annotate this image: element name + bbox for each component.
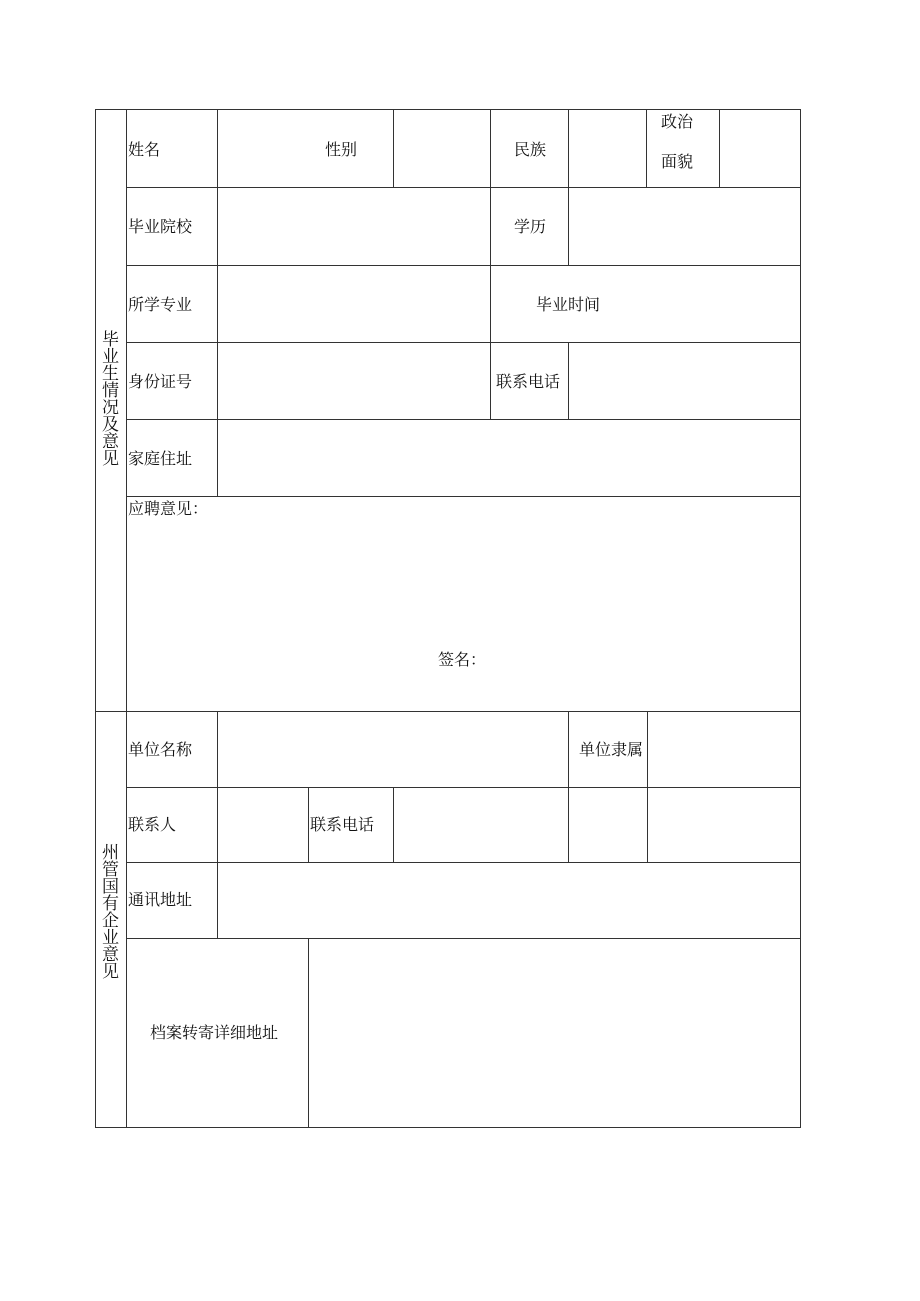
address-field[interactable] bbox=[218, 420, 800, 496]
contact-phone-label: 联系电话 bbox=[310, 815, 375, 834]
education-field[interactable] bbox=[569, 188, 800, 265]
political-label-line1: 政治 bbox=[661, 112, 694, 131]
form-border-bottom bbox=[95, 1127, 801, 1128]
col-divider bbox=[308, 787, 309, 862]
phone-field[interactable] bbox=[569, 343, 800, 419]
id-field[interactable] bbox=[218, 343, 490, 419]
gender-label: 性别 bbox=[325, 140, 358, 159]
form-border-left bbox=[95, 109, 96, 1128]
archive-address-field[interactable] bbox=[309, 939, 800, 1127]
grad-time-label: 毕业时间 bbox=[536, 295, 601, 314]
col-divider bbox=[568, 711, 569, 862]
major-label: 所学专业 bbox=[128, 295, 193, 314]
address-label: 家庭住址 bbox=[128, 449, 193, 468]
signature-label: 签名： bbox=[438, 650, 487, 669]
contact-field[interactable] bbox=[218, 788, 308, 862]
form-border-right bbox=[800, 109, 801, 1128]
section1-title: 毕业生情况及意见 bbox=[98, 330, 118, 466]
ethnicity-label: 民族 bbox=[514, 140, 547, 159]
name-field[interactable] bbox=[218, 110, 318, 187]
unit-affiliation-label: 单位隶属 bbox=[579, 740, 644, 759]
ethnicity-field[interactable] bbox=[569, 110, 646, 187]
contact-phone-field[interactable] bbox=[394, 788, 568, 862]
col-divider bbox=[490, 109, 491, 419]
school-field[interactable] bbox=[218, 188, 490, 265]
major-field[interactable] bbox=[218, 266, 490, 342]
contact-label: 联系人 bbox=[128, 815, 177, 834]
id-label: 身份证号 bbox=[128, 372, 193, 391]
education-label: 学历 bbox=[514, 217, 547, 236]
opinion-field[interactable] bbox=[127, 522, 800, 642]
school-label: 毕业院校 bbox=[128, 217, 193, 236]
col-divider bbox=[646, 109, 647, 187]
name-label: 姓名 bbox=[128, 140, 161, 159]
opinion-label: 应聘意见： bbox=[128, 499, 209, 518]
gender-field[interactable] bbox=[394, 110, 490, 187]
section2-title: 州管国有企业意见 bbox=[98, 843, 118, 979]
unit-name-label: 单位名称 bbox=[128, 740, 193, 759]
archive-address-label: 档案转寄详细地址 bbox=[150, 1023, 279, 1042]
row-divider bbox=[126, 496, 801, 497]
political-label-line2: 面貌 bbox=[661, 152, 694, 171]
phone-label: 联系电话 bbox=[496, 372, 561, 391]
political-field[interactable] bbox=[720, 110, 800, 187]
unit-name-field[interactable] bbox=[218, 712, 568, 787]
mail-address-label: 通讯地址 bbox=[128, 890, 193, 909]
mail-address-field[interactable] bbox=[218, 863, 800, 938]
unit-affiliation-field[interactable] bbox=[648, 712, 800, 787]
